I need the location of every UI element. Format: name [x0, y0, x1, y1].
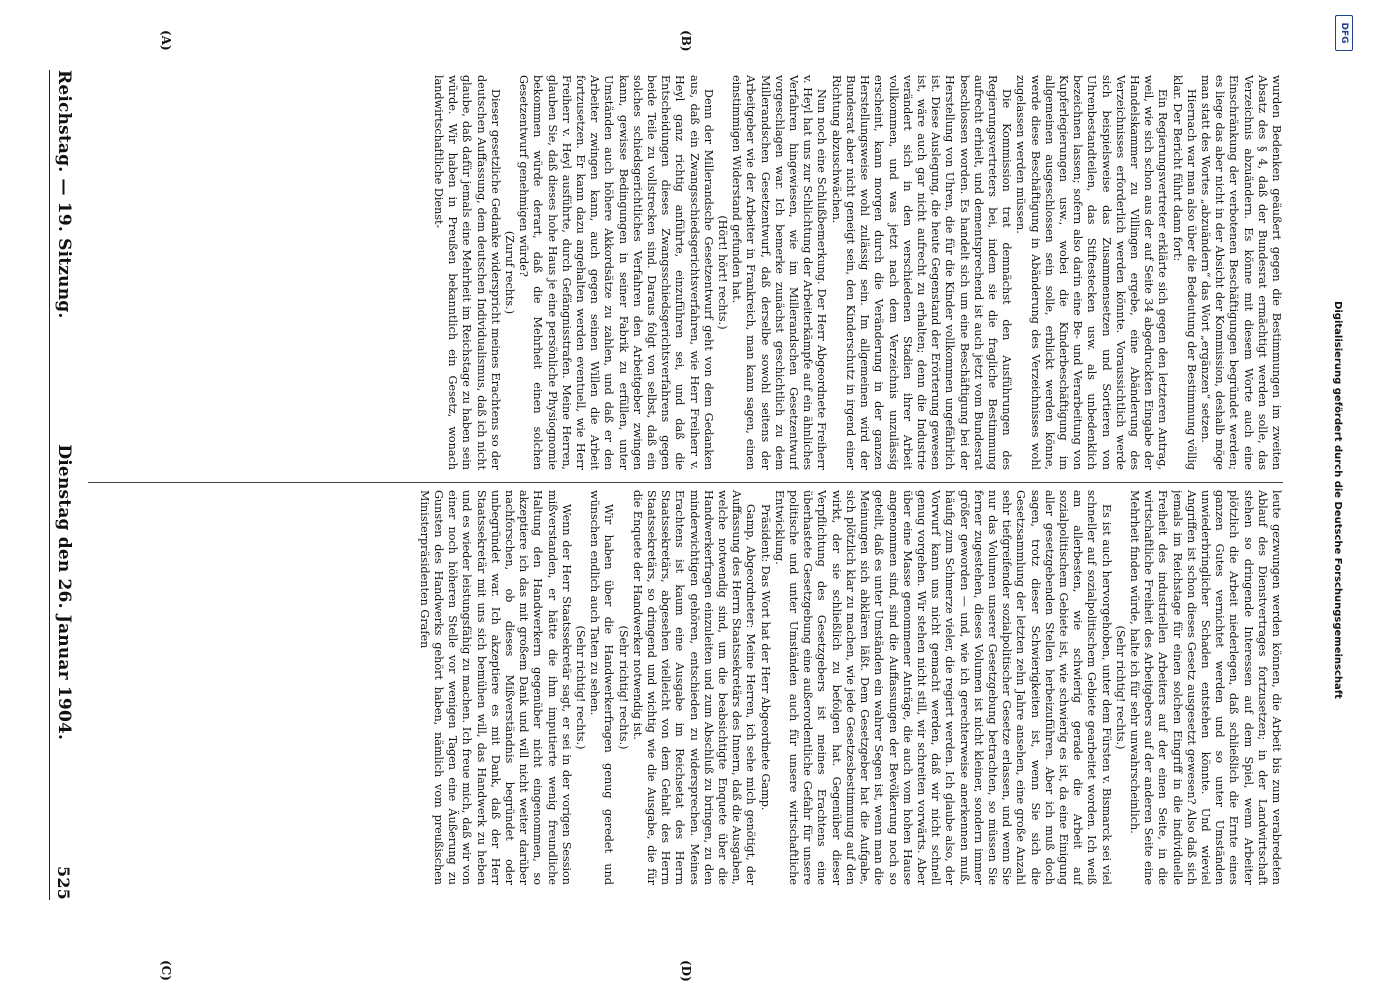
paragraph: Denn der Millerandsche Gesetzentwurf geht von dem Gedanken aus, daß ein Zwangsschiedsgerichtsverfahren, wie Herr Freiherr v. Heyl ganz richtig anführte, einzuführen sei, und daß die Entscheidungen dieses Zwangsschiedsgerichtsverfahrens gegen beide Teile zu vollstrecken sind. Daraus folgt von selbst, daß ein solches schiedsgerichtliches Verfahren den Arbeitgeber zwingen kann, gewisse Bedingungen in seiner Fabrik zu erfüllen, unter Umständen auch höhere Akkordsätze zu zahlen, und daß er den Arbeiter zwingen kann, auch gegen seinen Willen die Arbeit fortzusetzen. Er kann dazu angehalten werden eventuell, wie Herr Freiherr v. Heyl ausführte, durch Gefängnisstrafen. Meine Herren, glauben Sie, daß dieses hohe Haus je eine persönliche Physiognomie bekommen würde derart, daß die Mehrheit einen solchen Gesetzentwurf genehmigen würde?	[517, 75, 715, 470]
paragraph: Die Kommission trat demnächst den Ausführungen des Regierungsvertreters bei, indem sie die fragliche Bestimmung aufrecht erhielt, und dementsprechend ist auch jetzt vom Bundesrat beschlossen worden. Es handelt sich um eine Beschäftigung bei der Herstellung von Uhren, die für die Kinder vollkommen ungefährlich ist. Diese Auslegung, die heute Gegenstand der Erörterung gewesen ist, wäre auch gar nicht aufrecht zu erhalten; denn die Industrie verändert sich in den verschiedenen Stadien ihrer Arbeit vollkommen, und was jetzt nach dem Verzeichnis unzulässig erscheint, kann morgen durch die Veränderung in der ganzen Herstellungsweise wohl zulässig sein. Im allgemeinen wird der Bundesrat aber nicht geneigt sein, den Kinderschutz in irgend einer Richtung abzuschwächen.	[829, 75, 1014, 470]
paragraph: Wenn der Herr Staatssekretär sagt, er sei in der vorigen Session mißverstanden, er hätte die ihm imputierte wenig freundliche Haltung den Handwerkern gegenüber nicht eingenommen, so akzeptiere ich das mit großem Dank und will nicht weiter darüber nachforschen, ob dieses Mißverständnis begründet oder unbegründet war. Ich akzeptiere es mit Dank, daß der Herr Staatssekretär mit uns sich bemühen will, das Handwerk zu heben und es wieder leistungsfähig zu machen. Ich freue mich, daß wir von einer noch höheren Stelle vor wenigen Tagen eine Äußerung zu Gunsten des Handwerks gehört haben, nämlich vom preußischen Ministerpräsidenten Grafen	[417, 490, 573, 885]
dfg-logo: DFG	[1335, 15, 1353, 51]
paragraph: Gamp, Abgeordneter: Meine Herren, ich sehe mich genötigt, der Auffassung des Herrn Staatssekretärs des Innern, daß die Ausgaben, welche notwendig sind, um die beabsichtigte Enquete über die Handwerkerfragen einzuleiten und zum Abschluß zu bringen, zu den minderwichtigen gehören, entschieden zu widersprechen. Meines Erachtens ist kaum eine Ausgabe im Reichsetat des Herrn Staatssekretärs, abgesehen vielleicht von dem Gehalt des Herrn Staatssekretärs, so dringend und wichtig wie die Ausgabe, die für die Enquete der Handwerker notwendig ist.	[630, 490, 758, 885]
paragraph: Wir haben über die Handwerkerfragen genug geredet und wünschen endlich auch Taten zu sehen.	[588, 490, 616, 885]
margin-marker-a: (A)	[159, 30, 173, 51]
interjection: (Sehr richtig! rechts.)	[616, 625, 630, 750]
column-divider	[88, 482, 1283, 483]
right-text-column	[88, 490, 1283, 885]
interjection: (Sehr richtig! rechts.)	[1113, 625, 1127, 750]
speaker-announcement: Präsident: Das Wort hat der Herr Abgeordnete Gamp.	[758, 504, 772, 811]
paragraph: Ein Regierungsvertreter erklärte sich gegen den letzteren Antrag, weil, wie sich schon aus der auf Seite 34 abgedruckten Eingabe der Handelskammer zu Villingen ergebe, eine Abänderung des Verzeichnisses erforderlich werden könnte. Voraussichtlich werde sich beispielsweise das Zusammensetzen und Sortieren von Uhrenbestandteilen, das Stiftestecken usw. als unbedenklich bezeichnen lassen; sofern also darin eine Be- und Verarbeitung von Kupferlegierungen usw., wobei die Kinderbeschäftigung im allgemeinen ausgeschlossen sein solle, erblickt werden könne, werde diese Beschäftigung in Abänderung des Verzeichnisses wohl zugelassen werden müssen.	[1014, 75, 1170, 470]
margin-marker-b: (B)	[679, 30, 693, 52]
interjection: (Zuruf rechts.)	[503, 230, 517, 315]
paragraph: Es ist auch hervorgehoben, unter dem Fürsten v. Bismarck sei viel schneller auf sozialpolitischem Gebiete gearbeitet worden. Ich weiß am allerbesten, wie schwierig gerade die Arbeit auf sozialpolitischem Gebiete ist, wie schwierig es ist, da eine Einigung aller gesetzgebenden Stellen herbeizuführen. Aber ich muß doch sagen, trotz dieser Schwierigkeiten ist, wenn Sie sich die Gesetzsammlung der letzten zehn Jahre ansehen, eine große Anzahl sehr tiefgreifender sozialpolitischer Gesetze erlassen, und wenn Sie nur das Volumen unserer Gesetzgebung betrachten, so müssen Sie ferner zugestehen, dieses Volumen ist nicht kleiner, sondern immer größer geworden — und, wie ich gerechterweise anerkennen muß, häufig zum Schmerze vieler, die regiert werden. Ich glaube also, der Vorwurf kann uns nicht gemacht werden, daß wir nicht schnell genug vorgehen. Wir stehen nicht still, wir schreiten vorwärts. Aber über eine Masse genommener Anträge, die auch vom hohen Hause angenommen sind, sind die Auffassungen der Bevölkerung noch so geteilt, daß es unter Umständen ein wahrer Segen ist, wenn man die Meinungen sich abklären läßt. Dem Gesetzgeber hat die Aufgabe, sich plötzlich klar zu machen, wie jede Gesetzesbestimmung auf den wirkt, der sie schließlich zu befolgen hat. Gegenüber dieser Verpflichtung des Gesetzgebers ist meines Erachtens eine überhastete Gesetzgebung eine außerordentliche Gefahr für unsere politische und unter Umständen auch für unsere wirtschaftliche Entwicklung.	[772, 490, 1113, 885]
paragraph: Dieser gesetzliche Gedanke widerspricht meines Erachtens so der deutschen Auffassung, dem deutschen Individualismus, daß ich nicht glaube, daß dafür jemals eine Mehrheit im Reichstage zu haben sein würde. Wir haben in Preußen bekanntlich ein Gesetz, wonach landwirtschaftliche Dienst-	[432, 75, 502, 470]
header-title: Reichstag. — 19. Sitzung.	[54, 70, 74, 319]
digitization-note: Digitalisierung gefördert durch die Deutsche Forschungsgemeinschaft	[1332, 301, 1343, 699]
margin-marker-d: (D)	[679, 960, 693, 982]
margin-marker-c: (C)	[159, 960, 173, 981]
left-text-column	[88, 75, 1283, 470]
page-number: 525	[54, 865, 74, 900]
interjection: (Sehr richtig! rechts.)	[574, 625, 588, 750]
paragraph: wurden Bedenken geäußert gegen die Bestimmungen im zweiten Absatz des § 4, daß der Bundesrat ermächtigt werden solle, das Verzeichnis abzuändern. Es könne mit diesem Worte auch eine Einschränkung der verbotenen Beschäftigungen begründet werden; es liege das aber nicht in der Absicht der Kommission, deshalb möge man statt des Wortes „abzuändern“ das Wort „ergänzen“ setzen.	[1198, 75, 1283, 470]
header-date: Dienstag den 26. Januar 1904.	[54, 444, 74, 741]
paragraph: leute gezwungen werden können, die Arbeit bis zum verabredeten Ablauf des Dienstvertrages fortzusetzen; in der Landwirtschaft stehen so dringende Interessen auf dem Spiel, wenn Arbeiter plötzlich die Arbeit niederlegen, daß schließlich die Ernte eines ganzen Gutes vernichtet werden und so unter Umständen unwiederbringlicher Schaden entstehen könnte. Und wieviel Angriffen ist schon dieses Gesetz ausgesetzt gewesen? Also daß sich jemals im Reichstage für einen solchen Eingriff in die individuelle Freiheit des industriellen Arbeiters auf der einen Seite, in die wirtschaftliche Freiheit des Arbeitgebers auf der anderen Seite eine Mehrheit finden würde, halte ich für sehr unwahrscheinlich.	[1127, 490, 1283, 885]
paragraph: Hiernach war man also über die Bedeutung der Bestimmung völlig klar. Der Bericht führt dann fort:	[1170, 75, 1198, 470]
page-header	[49, 70, 78, 900]
paragraph: Nun noch eine Schlußbemerkung. Der Herr Abgeordnete Freiherr v. Heyl hat uns zur Schlichtung der Arbeiterkämpfe auf ein ähnliches Verfahren hingewiesen, wie im Millerandschen Gesetzentwurf vorgeschlagen war. Ich bemerke zunächst geschichtlich zu dem Millerandschen Gesetzentwurf, daß derselbe sowohl seitens der Arbeitgeber wie der Arbeiter in Frankreich, man kann sagen, einen einstimmigen Widerstand gefunden hat.	[730, 75, 829, 470]
interjection: (Hört! hört! rechts.)	[716, 215, 730, 330]
